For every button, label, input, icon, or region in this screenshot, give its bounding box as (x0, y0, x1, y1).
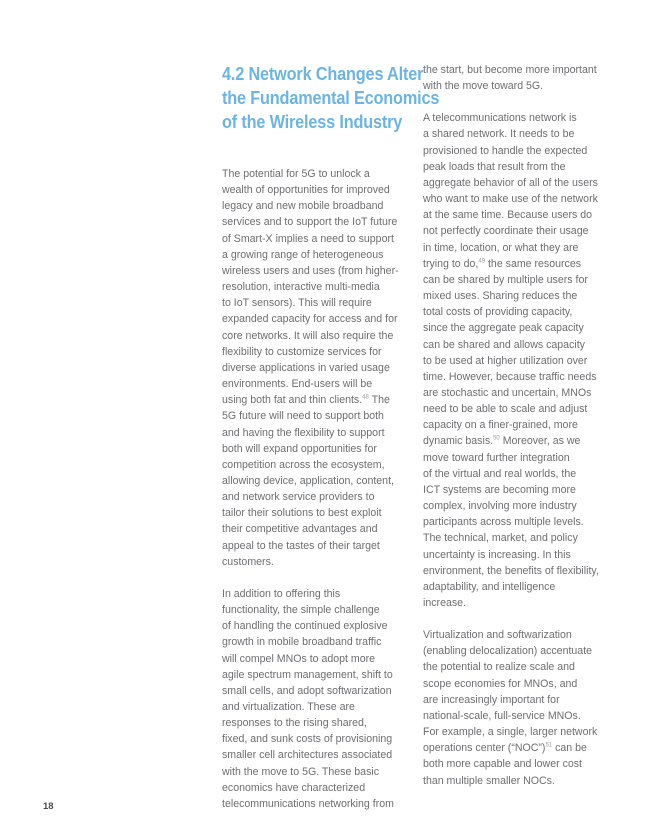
text-line: ICT systems are becoming more (423, 483, 576, 496)
body-paragraph (423, 627, 615, 789)
text-fragment: the same resources (485, 257, 582, 270)
text-line: of the virtual and real worlds, the (423, 467, 577, 480)
footnote-reference[interactable]: 51 (545, 742, 553, 749)
text-line: peak loads that result from the (423, 160, 566, 173)
text-line: allowing device, application, content, (222, 474, 394, 487)
text-line: fixed, and sunk costs of provisioning (222, 733, 393, 746)
text-line: who want to make use of the network (423, 193, 598, 206)
text-line: the potential to realize scale and (423, 661, 575, 674)
text-line: resolution, interactive multi-media (222, 281, 380, 294)
text-line: than multiple smaller NOCs. (423, 774, 555, 787)
text-line: time. However, because traffic needs (423, 370, 597, 383)
text-line: can be shared by multiple users for (423, 273, 588, 286)
left-column (222, 62, 440, 828)
text-fragment: operations center (“NOC”) (423, 742, 546, 755)
text-line: are increasingly important for (423, 693, 560, 706)
text-line (423, 740, 615, 756)
text-line: flexibility to customize services for (222, 345, 382, 358)
page-number: 18 (43, 801, 54, 812)
text-line: economics have characterized (222, 781, 366, 794)
text-line: legacy and new mobile broadband (222, 200, 384, 213)
text-line: need to be able to scale and adjust (423, 403, 588, 416)
text-fragment: Moreover, as we (499, 435, 581, 448)
text-fragment: dynamic basis. (423, 435, 494, 448)
text-line (423, 433, 615, 449)
text-line: since the aggregate peak capacity (423, 322, 584, 335)
footnote-reference[interactable]: 50 (493, 435, 500, 442)
text-line: and network service providers to (222, 491, 375, 504)
text-line: A telecommunications network is (423, 112, 577, 125)
text-line: will compel MNOs to adopt more (222, 652, 376, 665)
text-line: and virtualization. These are (222, 701, 355, 713)
text-line: wealth of opportunities for improved (222, 184, 390, 197)
text-line: with the move to 5G. These basic (222, 765, 380, 778)
text-line: In addition to offering this (222, 587, 341, 600)
text-line: Virtualization and softwarization (423, 629, 572, 642)
text-line: telecommunications networking from (222, 797, 394, 810)
text-line: wireless users and uses (from higher- (222, 264, 399, 277)
text-fragment: can be (552, 742, 587, 755)
text-line: complex, involving more industry (423, 500, 577, 513)
text-line: participants across multiple levels. (423, 516, 584, 529)
heading-line: the Fundamental Economics (222, 87, 440, 108)
text-line: expanded capacity for access and for (222, 313, 398, 326)
text-line: smaller cell architectures associated (222, 749, 393, 762)
text-line: 5G future will need to support both (222, 410, 384, 423)
section-heading (222, 62, 440, 134)
text-line: mixed uses. Sharing reduces the (423, 290, 578, 303)
body-paragraph (423, 62, 615, 94)
text-line: can be shared and allows capacity (423, 338, 585, 351)
text-line (222, 392, 412, 408)
text-line: national-scale, full-service MNOs. (423, 709, 581, 722)
text-line: at the same time. Because users do (423, 209, 592, 222)
text-line: of Smart-X implies a need to support (222, 232, 394, 245)
text-line: increase. (423, 597, 466, 609)
text-line: the start, but become more important (423, 64, 597, 76)
text-line: (enabling delocalization) accentuate (423, 645, 593, 658)
text-line: growth in mobile broadband traffic (222, 636, 382, 649)
text-fragment: trying to do, (423, 257, 479, 270)
text-line (423, 256, 615, 272)
footnote-reference[interactable]: 48 (362, 394, 369, 401)
text-line: aggregate behavior of all of the users (423, 176, 598, 189)
text-line: agile spectrum management, shift to (222, 668, 393, 681)
text-line: move toward further integration (423, 451, 570, 464)
heading-line: 4.2 Network Changes Alter (222, 63, 424, 84)
body-paragraph (423, 110, 615, 611)
text-line: a growing range of heterogeneous (222, 248, 384, 261)
text-line: The technical, market, and policy (423, 532, 578, 545)
text-line: not perfectly coordinate their usage (423, 225, 589, 238)
text-line: their competitive advantages and (222, 523, 378, 536)
text-line: both more capable and lower cost (423, 758, 582, 771)
text-line: responses to the rising shared, (222, 717, 367, 730)
text-line: functionality, the simple challenge (222, 604, 380, 617)
text-line: services and to support the IoT future (222, 216, 398, 229)
text-line: capacity on a finer-grained, more (423, 419, 578, 432)
text-line: a shared network. It needs to be (423, 128, 575, 141)
text-fragment: The (368, 394, 390, 407)
text-line: The potential for 5G to unlock a (222, 168, 370, 180)
text-line: small cells, and adopt softwarization (222, 684, 392, 697)
text-line: are stochastic and uncertain, MNOs (423, 386, 592, 399)
text-line: in time, location, or what they are (423, 241, 579, 254)
text-line: environments. End-users will be (222, 378, 373, 391)
text-fragment: using both fat and thin clients. (222, 394, 363, 407)
text-line: competition across the ecosystem, (222, 458, 385, 471)
body-paragraph (222, 586, 412, 812)
text-line: provisioned to handle the expected (423, 144, 588, 157)
body-paragraph (222, 166, 412, 570)
text-line: For example, a single, larger network (423, 726, 598, 739)
text-line: uncertainty is increasing. In this (423, 548, 571, 561)
text-line: core networks. It will also require the (222, 329, 394, 342)
text-line: of handling the continued explosive (222, 620, 388, 633)
footnote-reference[interactable]: 49 (478, 258, 486, 265)
text-line: appeal to the tastes of their target (222, 539, 380, 552)
text-line: scope economies for MNOs, and (423, 677, 578, 690)
text-line: customers. (222, 555, 274, 568)
text-line: environment, the benefits of flexibility, (423, 564, 599, 577)
text-line: total costs of providing capacity, (423, 306, 573, 319)
text-line: adaptability, and intelligence (423, 580, 556, 593)
text-line: to IoT sensors). This will require (222, 297, 372, 310)
text-line: both will expand opportunities for (222, 442, 377, 455)
right-column (423, 62, 615, 805)
text-line: tailor their solutions to best exploit (222, 507, 382, 520)
heading-line: of the Wireless Industry (222, 111, 403, 132)
text-line: diverse applications in varied usage (222, 361, 390, 374)
text-line: to be used at higher utilization over (423, 354, 588, 367)
text-line: and having the flexibility to support (222, 426, 385, 439)
text-line: with the move toward 5G. (423, 80, 544, 93)
